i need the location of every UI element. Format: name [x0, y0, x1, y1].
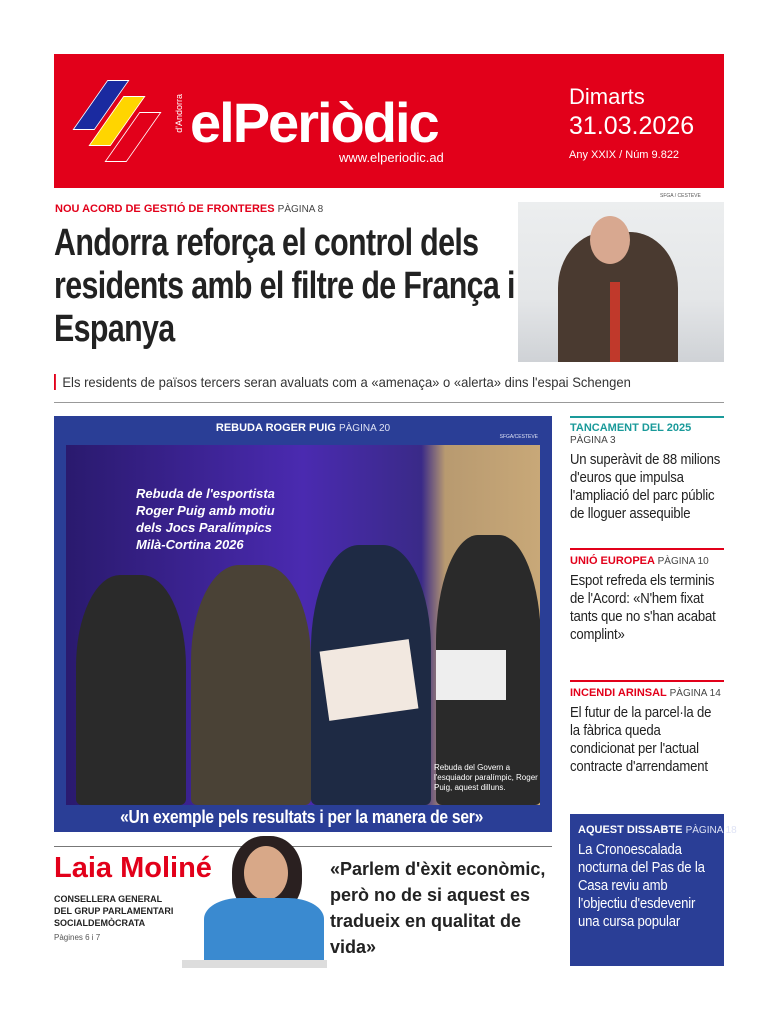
brand-subtitle: d'Andorra — [174, 94, 184, 133]
sidebar-item-1[interactable] — [570, 416, 724, 523]
interview-photo[interactable] — [182, 832, 327, 968]
divider — [570, 548, 724, 550]
feature-kicker-text: REBUDA ROGER PUIG — [215, 422, 336, 434]
sidebar-page: PÀGINA 14 — [669, 688, 721, 699]
feature-caption: Rebuda del Govern a l'esquiador paralímpic, Roger Puig, aquest dilluns. — [434, 763, 538, 792]
interview-role: CONSELLERA GENERAL DEL GRUP PARLAMENTARI SOCIALDEMÒCRATA — [54, 894, 174, 928]
issue-number: Any XXIX / Núm 9.822 — [569, 149, 680, 161]
sidebar-box-page: PÀGINA 18 — [685, 825, 737, 836]
lead-photo[interactable] — [518, 202, 724, 362]
feature-box[interactable] — [54, 416, 552, 832]
lead-kicker-text: NOU ACORD DE GESTIÓ DE FRONTERES — [55, 203, 275, 215]
sidebar-kicker: INCENDI ARINSAL — [570, 687, 667, 699]
sidebar-kicker: TANCAMENT DEL 2025 — [570, 422, 692, 434]
interview-pages: Pàgines 6 i 7 — [54, 933, 101, 942]
brand-name[interactable]: elPeriòdic — [190, 91, 438, 154]
sidebar-box-kicker: AQUEST DISSABTE — [578, 824, 683, 836]
sidebar-headline: Espot refreda els terminis de l'Acord: «N'hem fixat tants que no s'han acabat complint» — [570, 572, 716, 643]
feature-photo[interactable] — [66, 445, 540, 805]
divider — [54, 402, 724, 403]
feature-quote: «Un exemple pels resultats i per la manera de ser» — [120, 807, 484, 827]
issue-date: 31.03.2026 — [569, 112, 695, 140]
divider — [570, 680, 724, 682]
sidebar-page: PÀGINA 3 — [570, 435, 616, 446]
sidebar-page: PÀGINA 10 — [657, 556, 709, 567]
divider — [570, 416, 724, 418]
screen-text: Rebuda de l'esportista Roger Puig amb motiu dels Jocs Paralímpics Milà-Cortina 2026 — [136, 486, 275, 552]
lead-subline: Els residents de països tercers seran avaluats com a «amenaça» o «alerta» dins l'espai Schengen — [54, 374, 631, 390]
sidebar-item-3[interactable] — [570, 680, 724, 776]
lead-photo-credit: SFGA / CESTEVE — [660, 193, 701, 199]
site-url[interactable]: www.elperiodic.ad — [339, 150, 444, 165]
sidebar-headline: Un superàvit de 88 milions d'euros que impulsa l'ampliació del parc públic de lloguer assequible — [570, 451, 721, 522]
interview-quote: «Parlem d'èxit econòmic, però no de si aquest es tradueix en qualitat de vida» — [330, 859, 546, 957]
feature-page: PÀGINA 20 — [338, 423, 391, 434]
interview-name[interactable]: Laia Moliné — [54, 852, 212, 884]
feature-photo-credit: SFGA/CESTEVE — [499, 434, 538, 440]
issue-day: Dimarts — [569, 84, 645, 109]
sidebar-box-headline: La Cronoescalada nocturna del Pas de la Casa reviu amb l'objectiu d'esdevenir una cursa popular — [578, 841, 705, 930]
lead-headline[interactable]: Andorra reforça el control dels residents amb el filtre de França i Espanya — [54, 222, 515, 350]
lead-kicker[interactable] — [55, 203, 323, 215]
sidebar-kicker: UNIÓ EUROPEA — [570, 555, 655, 567]
sidebar-headline: El futur de la parcel·la de la fàbrica queda condicionat per l'actual contracte d'arrendament — [570, 704, 712, 775]
lead-page: PÀGINA 8 — [277, 204, 324, 215]
sidebar-box[interactable] — [570, 814, 737, 966]
feature-kicker — [54, 422, 552, 434]
sidebar-item-2[interactable] — [570, 548, 724, 644]
masthead — [54, 54, 724, 188]
